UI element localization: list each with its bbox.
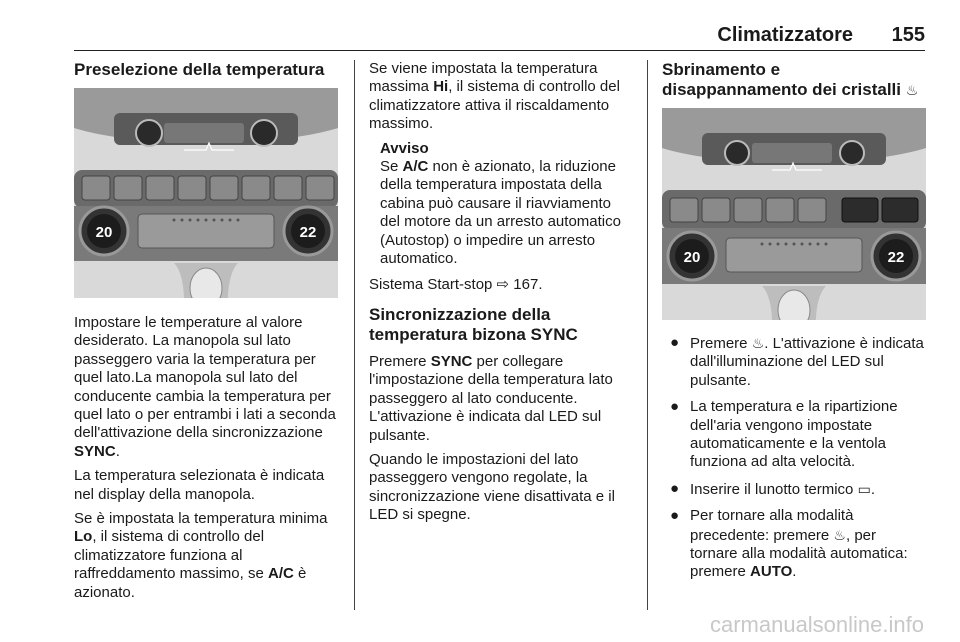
list-item: ● Per tornare alla modalità precedente: premere ♨, per tornare alla modalità automatica: premere AUTO. [670, 507, 908, 581]
cross-reference[interactable]: Sistema Start-stop ⇨ 167. [369, 276, 543, 294]
knob-right-display: 22 [887, 249, 905, 266]
note-title: Avviso [380, 139, 429, 157]
column-divider [354, 60, 355, 610]
column-3 [662, 60, 926, 590]
windshield-defrost-icon: ♨ [833, 526, 846, 543]
paragraph: La temperatura selezionata è indicata nel display della manopola. [74, 467, 325, 503]
list-item: ● La temperatura e la ripartizione dell'aria vengono impostate automaticamente e la ventola funziona ad alta velocità. [670, 398, 898, 471]
reference-arrow-icon: ⇨ [496, 276, 510, 294]
page-number: 155 [891, 24, 925, 46]
page-title: Climatizzatore [717, 24, 853, 46]
paragraph: Se viene impostata la temperatura massima Hi, il sistema di controllo del climatizzatore attiva il riscaldamento massimo. [369, 60, 620, 133]
page-header [74, 22, 925, 51]
list-item: ● Inserire il lunotto termico ▭. [670, 479, 875, 498]
watermark: carmanualsonline.info [709, 612, 924, 637]
column-divider [647, 60, 648, 610]
climate-panel-photo-2 [662, 108, 926, 320]
note-box [369, 140, 633, 269]
rear-window-heater-icon: ▭ [857, 480, 871, 497]
paragraph: Quando le impostazioni del lato passeggero vengono regolate, la sincronizzazione viene disattivata e il LED si spegne. [369, 450, 615, 524]
knob-left-display: 20 [95, 224, 113, 241]
section-heading-sync: Sincronizzazione della temperatura bizona SYNC [369, 304, 578, 344]
paragraph: Se è impostata la temperatura minima Lo, il sistema di controllo del climatizzatore funziona al raffreddamento massimo, se A/C è azionato. [74, 510, 328, 601]
column-1 [74, 60, 340, 608]
instruction-list [662, 334, 926, 582]
knob-left-display: 20 [683, 249, 701, 266]
note-text: Se A/C non è azionato, la riduzione della temperatura impostata della cabina può causare il riavviamento del motore da un arresto automatico (Autostop) o impedire un arresto automatico. [380, 158, 621, 268]
section-heading-temperature: Preselezione della temperatura [74, 60, 325, 79]
windshield-defrost-icon: ♨ [905, 82, 919, 98]
column-2 [369, 60, 633, 531]
paragraph: Impostare le temperature al valore desiderato. La manopola sul lato passeggero varia la temperatura per quel lato.La manopola sul lato del conducente cambia la temperatura per quel lato o per entrambi i lati a seconda dell'attivazione della sincronizzazione SYNC. [74, 314, 336, 460]
climate-panel-photo-1 [74, 88, 338, 298]
list-item: ● Premere ♨. L'attivazione è indicata dall'illuminazione del LED sul pulsante. [670, 334, 924, 389]
section-heading-defrost: Sbrinamento e disappannamento dei cristalli ♨ [662, 60, 919, 99]
knob-right-display: 22 [299, 224, 317, 241]
windshield-defrost-icon: ♨ [751, 335, 765, 351]
paragraph: Premere SYNC per collegare l'impostazione della temperatura lato passeggero al lato conducente. L'attivazione è indicata dal LED sul pulsante. [369, 352, 613, 444]
